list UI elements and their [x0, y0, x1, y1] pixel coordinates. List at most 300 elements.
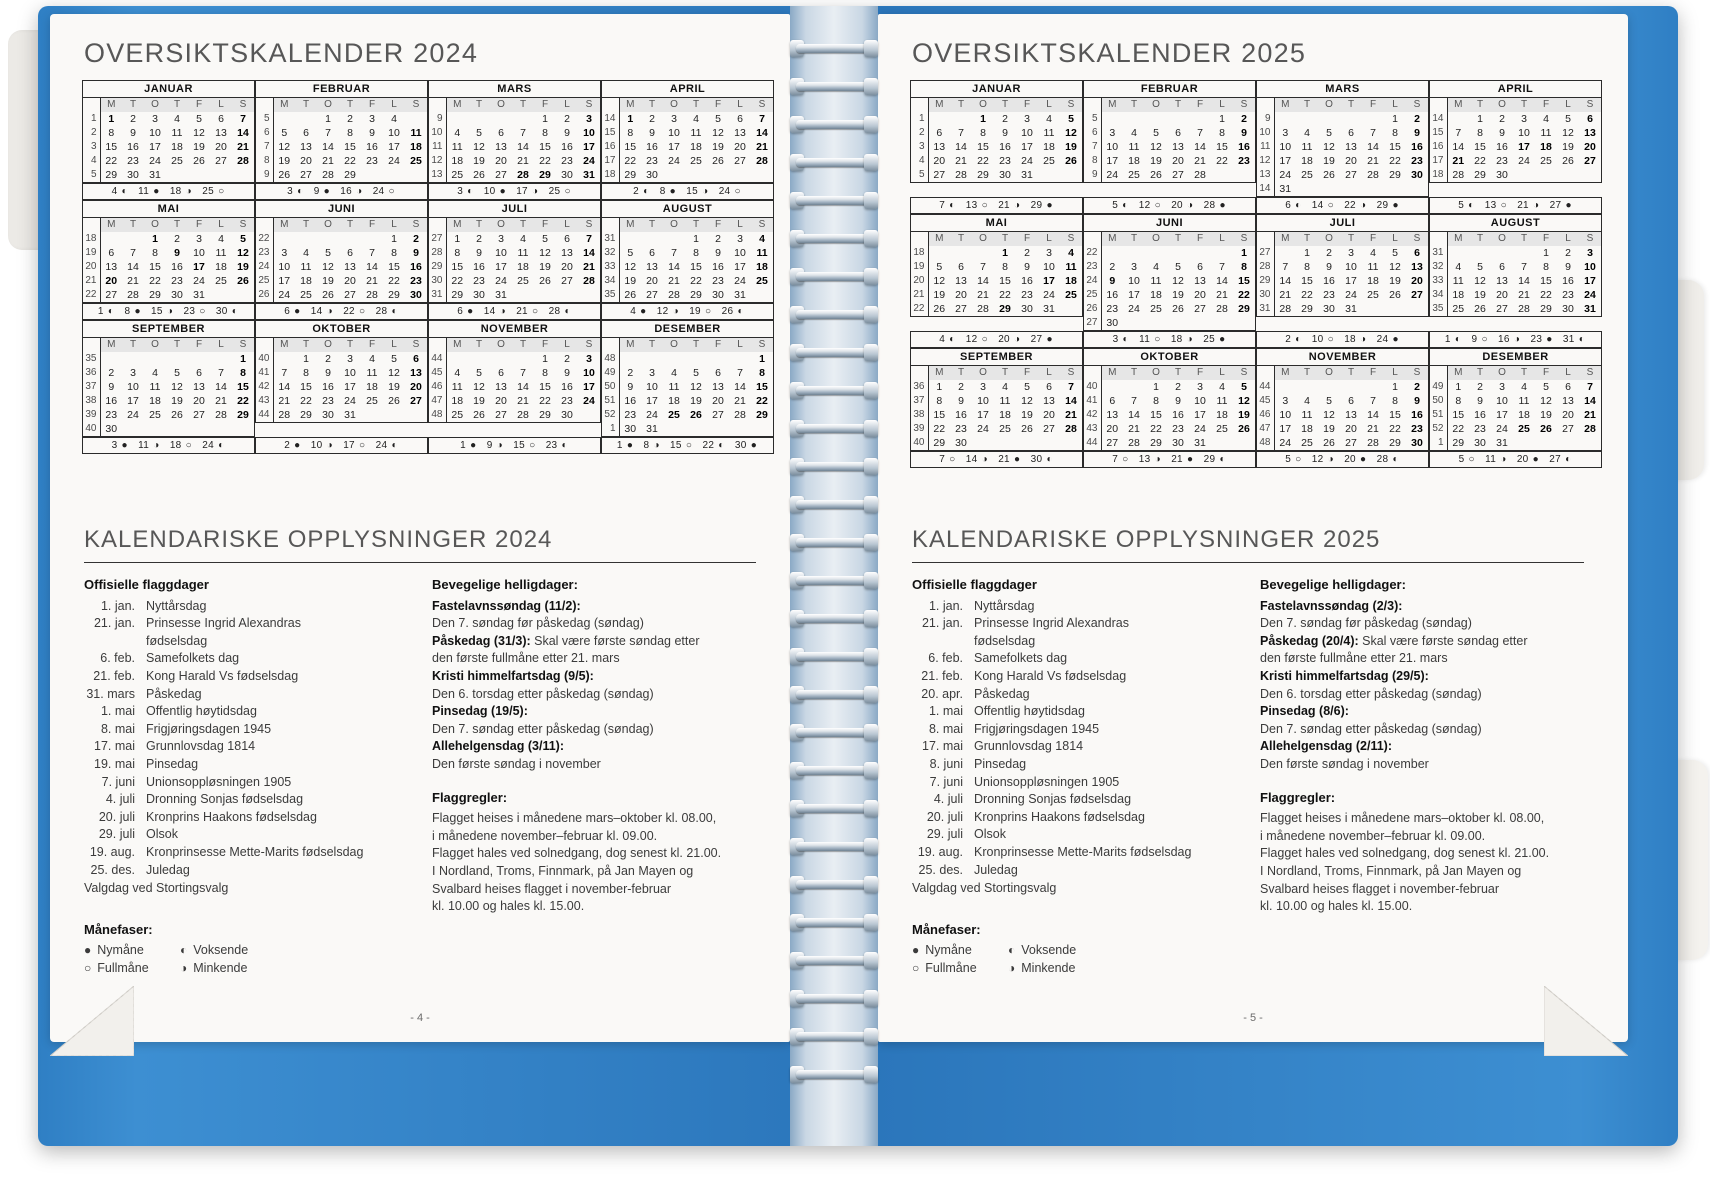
day-cell: 17 — [127, 395, 139, 407]
day-cell: 14 — [366, 261, 378, 273]
day-cell: 31 — [344, 409, 356, 421]
flag-rule-line: Flagget heises i månedene mars–oktober kl. 08.00, — [1260, 811, 1545, 826]
day-cell: 26 — [473, 169, 485, 181]
day-cell: 18 — [756, 261, 768, 273]
week-row — [256, 366, 427, 380]
day-cell: 29 — [624, 169, 637, 181]
day-cell: 9 — [1109, 275, 1116, 287]
moon-phase-icon: ○ — [1327, 334, 1334, 345]
moon-phase-row — [1083, 197, 1256, 214]
day-cell: 10 — [1021, 127, 1033, 139]
month-band — [82, 80, 774, 183]
moon-cell — [428, 183, 601, 200]
flag-day-row — [84, 633, 404, 651]
day-cell — [232, 288, 254, 302]
month-name: JANUAR — [911, 81, 1082, 98]
week-number: 50 — [1430, 394, 1447, 408]
weekday-header: F — [707, 338, 729, 352]
day-cell: 7 — [218, 367, 224, 379]
moon-band — [910, 197, 1602, 214]
day-cell: 15 — [237, 381, 249, 393]
moon-phase-day: 25 — [548, 186, 561, 197]
day-cell: 28 — [127, 289, 139, 301]
week-number: 34 — [602, 274, 619, 288]
weekday-header: M — [100, 218, 122, 232]
day-cell: 6 — [564, 233, 570, 245]
flag-day-name: Unionsoppløsningen 1905 — [146, 774, 292, 789]
day-cell: 29 — [690, 289, 702, 301]
week-row — [429, 168, 600, 182]
weekday-header: T — [122, 218, 144, 232]
moon-phase-day: 4 — [630, 306, 637, 317]
moon-phase-row — [910, 451, 1083, 468]
day-cell: 25 — [668, 409, 680, 421]
week-number: 23 — [1084, 260, 1101, 274]
day-cell — [1123, 246, 1145, 260]
weekday-header: F — [1535, 366, 1557, 380]
day-cell: 17 — [1106, 155, 1119, 167]
moon-phase-icon: ○ — [1295, 454, 1302, 465]
week-number: 41 — [256, 366, 273, 380]
moon-legend-icon: ◑ — [1008, 961, 1016, 975]
day-cell: 16 — [473, 261, 485, 273]
day-cell: 10 — [1128, 275, 1140, 287]
day-cell: 29 — [1540, 303, 1552, 315]
weekday-header: S — [1060, 98, 1082, 112]
moon-phase-row — [428, 303, 601, 320]
moon-phase-day: 9 — [486, 440, 493, 451]
moon-phase-day: 14 — [965, 454, 978, 465]
week-row — [1084, 408, 1255, 422]
page-corner-right — [1544, 986, 1628, 1056]
day-cell — [729, 422, 751, 436]
day-cell: 13 — [1562, 395, 1574, 407]
moon-phase-day: 1 — [97, 306, 104, 317]
moon-phase-icon: ◑ — [356, 186, 363, 197]
day-cell: 4 — [671, 367, 677, 379]
day-cell: 28 — [1216, 303, 1228, 315]
month-grid — [1430, 98, 1601, 182]
week-number: 40 — [256, 352, 273, 366]
month-cell — [601, 80, 774, 183]
weekday-header: F — [534, 218, 556, 232]
day-cell: 10 — [193, 247, 205, 259]
day-cell: 12 — [473, 381, 485, 393]
weekday-header: T — [994, 98, 1016, 112]
movable-holiday-title: Pinsedag (8/6): — [1260, 704, 1349, 719]
spacer — [432, 774, 732, 789]
day-cell: 5 — [476, 127, 482, 139]
spiral-ring — [790, 990, 878, 1007]
week-row — [429, 274, 600, 288]
day-cell — [383, 408, 405, 422]
month-cell — [1429, 214, 1602, 331]
day-cell: 8 — [108, 127, 115, 139]
weekday-header: F — [1535, 232, 1557, 246]
weekday-header: F — [1016, 98, 1038, 112]
weekday-header: O — [663, 98, 685, 112]
week-row — [1257, 288, 1428, 302]
day-cell: 5 — [1543, 381, 1549, 393]
moon-phase-icon: ● — [1219, 200, 1226, 211]
week-row — [83, 112, 254, 126]
day-cell: 29 — [1238, 303, 1250, 315]
moon-phase-icon: ● — [1392, 200, 1399, 211]
day-cell: 14 — [1279, 275, 1292, 287]
moon-legend-icon: ○ — [84, 961, 92, 975]
week-row — [1257, 112, 1428, 126]
day-cell: 5 — [1068, 113, 1074, 125]
moon-phase-icon: ◐ — [949, 200, 956, 211]
day-cell: 18 — [690, 141, 702, 153]
weekday-header: L — [383, 338, 405, 352]
week-number: 13 — [1257, 168, 1274, 182]
day-cell — [100, 352, 122, 366]
day-cell: 28 — [1584, 423, 1596, 435]
day-cell: 22 — [149, 275, 161, 287]
flag-day-date: 8. juni — [929, 756, 963, 771]
day-cell: 4 — [1455, 261, 1462, 273]
moon-phase-icon: ◐ — [1219, 454, 1226, 465]
day-cell: 6 — [303, 127, 309, 139]
week-number: 16 — [602, 140, 619, 154]
week-number: 15 — [1430, 126, 1447, 140]
moon-phase-icon: ○ — [185, 440, 192, 451]
week-row — [83, 408, 254, 422]
flag-day-row — [912, 738, 1232, 756]
spiral-ring — [790, 382, 878, 399]
flag-rule-line: i månedene november–februar kl. 09.00. — [432, 828, 658, 843]
weekday-header: S — [578, 98, 600, 112]
day-cell — [619, 352, 641, 366]
left-page — [50, 14, 790, 1042]
day-cell: 2 — [413, 233, 419, 245]
day-cell: 1 — [693, 233, 699, 245]
week-row — [911, 246, 1082, 260]
week-row — [256, 112, 427, 126]
day-cell: 18 — [1367, 275, 1379, 287]
week-number: 8 — [1084, 154, 1101, 168]
moon-phase-day: 5 — [1285, 454, 1292, 465]
week-row — [429, 260, 600, 274]
day-cell: 10 — [1106, 141, 1119, 153]
day-cell — [1233, 316, 1255, 330]
week-col-header — [83, 98, 100, 112]
day-cell: 22 — [388, 275, 400, 287]
day-cell: 30 — [955, 437, 967, 449]
day-cell: 16 — [1411, 141, 1423, 153]
day-cell: 25 — [1540, 155, 1552, 167]
month-cell — [601, 320, 774, 437]
moon-phase-icon: ○ — [981, 200, 988, 211]
moon-phase-icon: ◐ — [564, 306, 571, 317]
week-row — [1257, 274, 1428, 288]
week-row — [1084, 260, 1255, 274]
weekday-header: O — [144, 218, 166, 232]
weekday-header: O — [317, 98, 339, 112]
day-cell — [122, 232, 144, 246]
week-number: 42 — [256, 380, 273, 394]
day-cell: 11 — [149, 381, 161, 393]
day-cell: 17 — [193, 261, 205, 273]
weekday-header: S — [232, 338, 254, 352]
day-cell: 27 — [300, 169, 312, 181]
week-number: 15 — [602, 126, 619, 140]
week-col-header — [83, 338, 100, 352]
flag-day-row — [84, 756, 404, 774]
day-cell: 2 — [1499, 113, 1505, 125]
day-cell: 24 — [1128, 303, 1140, 315]
moon-phase-icon: ○ — [218, 186, 225, 197]
moon-phase-day: 7 — [939, 454, 946, 465]
flag-rule-line: i månedene november–februar kl. 09.00. — [1260, 828, 1486, 843]
moon-phase-day: 5 — [1112, 200, 1119, 211]
day-cell: 21 — [583, 261, 595, 273]
day-cell: 8 — [1002, 261, 1008, 273]
flag-day-name: Samefolkets dag — [146, 651, 240, 666]
day-cell: 3 — [1131, 261, 1137, 273]
week-number: 9 — [429, 112, 446, 126]
month-cell — [1256, 80, 1429, 197]
month-grid — [1430, 232, 1601, 316]
week-row — [1084, 154, 1255, 168]
day-cell: 5 — [476, 367, 482, 379]
moon-phase-icon: ● — [121, 440, 128, 451]
day-cell: 30 — [105, 423, 118, 435]
day-cell: 19 — [1150, 155, 1162, 167]
spiral-ring — [790, 192, 878, 209]
day-cell — [1167, 316, 1189, 330]
weekday-header: F — [1362, 232, 1384, 246]
month-block — [428, 320, 601, 423]
weekday-header: T — [512, 218, 534, 232]
day-cell: 11 — [1367, 261, 1379, 273]
day-cell: 6 — [108, 247, 115, 259]
day-cell: 21 — [278, 395, 291, 407]
weekday-header: O — [663, 338, 685, 352]
weekday-header: M — [1274, 366, 1296, 380]
weekday-header: T — [1296, 232, 1318, 246]
week-number: 34 — [1430, 288, 1447, 302]
day-cell: 13 — [1172, 141, 1184, 153]
day-cell: 17 — [344, 381, 356, 393]
day-cell: 23 — [473, 275, 485, 287]
moon-phase-icon: ● — [153, 186, 160, 197]
week-number: 44 — [1257, 380, 1274, 394]
day-cell: 13 — [1345, 141, 1357, 153]
day-cell — [1579, 168, 1601, 182]
day-cell — [490, 112, 512, 126]
moon-legend-label: Nymåne — [97, 943, 144, 957]
moon-cell — [1429, 331, 1602, 348]
day-cell: 30 — [171, 289, 183, 301]
moon-phase-row — [1429, 451, 1602, 468]
moon-phase-icon: ● — [1565, 200, 1572, 211]
day-cell — [1145, 112, 1167, 126]
day-cell: 6 — [1587, 113, 1593, 125]
day-cell: 31 — [1021, 169, 1033, 181]
flag-day-row — [912, 756, 1232, 774]
day-cell: 24 — [1279, 437, 1292, 449]
day-cell: 29 — [1389, 437, 1401, 449]
day-cell: 18 — [451, 155, 464, 167]
day-cell: 7 — [1455, 127, 1462, 139]
day-cell — [1274, 112, 1296, 126]
day-cell: 14 — [1584, 395, 1596, 407]
day-cell: 3 — [737, 233, 743, 245]
day-cell: 17 — [734, 261, 746, 273]
moon-legend-item — [1008, 961, 1076, 975]
week-number: 48 — [429, 408, 446, 422]
week-row — [1430, 126, 1601, 140]
week-number: 28 — [429, 246, 446, 260]
official-flag-days-column — [84, 576, 404, 898]
movable-holiday-desc: Skal være første søndag etter — [1358, 633, 1528, 648]
day-cell: 10 — [127, 381, 139, 393]
day-cell: 26 — [933, 303, 946, 315]
day-cell: 19 — [278, 155, 291, 167]
month-block — [1429, 348, 1602, 451]
moon-phase-icon: ◐ — [1468, 200, 1475, 211]
weekday-header: S — [1406, 366, 1428, 380]
weekday-header: T — [512, 98, 534, 112]
week-row — [83, 394, 254, 408]
day-cell: 18 — [1518, 409, 1530, 421]
weekday-header: S — [405, 98, 427, 112]
month-band — [82, 320, 774, 437]
week-row — [429, 394, 600, 408]
weekday-header: T — [166, 98, 188, 112]
weekday-header: T — [1513, 98, 1535, 112]
day-cell: 12 — [1238, 395, 1250, 407]
week-number: 11 — [429, 140, 446, 154]
flag-day-row — [84, 668, 404, 686]
day-cell: 3 — [1024, 113, 1030, 125]
month-block — [1429, 214, 1602, 317]
moon-phase-day: 11 — [1485, 454, 1497, 465]
week-col-header — [1430, 366, 1447, 380]
day-cell: 4 — [152, 367, 158, 379]
week-number: 1 — [911, 112, 928, 126]
day-cell: 8 — [542, 367, 548, 379]
flag-day-date: 1. jan. — [928, 598, 963, 613]
week-number: 14 — [602, 112, 619, 126]
weekday-header: T — [468, 98, 490, 112]
month-grid — [911, 98, 1082, 182]
day-cell: 12 — [237, 247, 249, 259]
day-cell: 14 — [1518, 275, 1530, 287]
moon-phase-day: 12 — [1311, 454, 1324, 465]
day-cell: 2 — [1024, 247, 1030, 259]
moon-band — [910, 451, 1602, 468]
spiral-ring — [790, 78, 878, 95]
day-cell: 24 — [127, 409, 139, 421]
day-cell: 20 — [344, 275, 356, 287]
week-row — [602, 246, 773, 260]
month-block — [255, 200, 428, 303]
day-cell — [1406, 302, 1428, 316]
flag-day-date: 20. juli — [926, 809, 963, 824]
day-cell: 26 — [473, 409, 485, 421]
day-cell: 2 — [174, 233, 180, 245]
moon-phase-day: 1 — [460, 440, 467, 451]
day-cell: 14 — [215, 381, 227, 393]
day-cell: 11 — [1150, 275, 1162, 287]
day-cell: 29 — [1150, 437, 1162, 449]
day-cell: 19 — [1540, 409, 1552, 421]
day-cell: 25 — [1216, 423, 1228, 435]
day-cell: 16 — [171, 261, 183, 273]
weekday-header: F — [1016, 366, 1038, 380]
moon-phase-day: 14 — [1311, 200, 1324, 211]
moon-phase-day: 29 — [1203, 454, 1216, 465]
day-cell: 7 — [1131, 395, 1137, 407]
moon-phase-row — [1083, 331, 1256, 348]
day-cell: 29 — [1452, 437, 1465, 449]
movable-holiday-line — [432, 703, 732, 721]
day-cell: 26 — [193, 155, 205, 167]
moon-phase-row — [255, 303, 428, 320]
day-cell: 18 — [999, 409, 1011, 421]
week-number: 9 — [1084, 168, 1101, 182]
moon-phase-day: 7 — [1112, 454, 1119, 465]
day-cell: 1 — [1477, 113, 1483, 125]
day-cell: 11 — [300, 261, 312, 273]
day-cell: 10 — [278, 261, 291, 273]
week-row — [1430, 246, 1601, 260]
day-cell: 10 — [668, 127, 680, 139]
day-cell: 16 — [1106, 289, 1119, 301]
moon-phase-day: 27 — [1549, 454, 1561, 465]
day-cell: 7 — [1282, 261, 1289, 273]
day-cell: 19 — [237, 261, 249, 273]
weekday-header: O — [1145, 232, 1167, 246]
day-cell: 20 — [1345, 155, 1357, 167]
weekday-header: O — [972, 98, 994, 112]
day-cell: 14 — [1367, 409, 1379, 421]
month-block — [82, 80, 255, 183]
day-cell: 5 — [1326, 127, 1332, 139]
movable-holiday-title: Fastelavnssøndag (11/2): — [432, 598, 581, 613]
day-cell — [994, 436, 1016, 450]
moon-phase-day: 24 — [202, 440, 214, 451]
day-cell — [1211, 246, 1233, 260]
moon-phase-icon: ◐ — [1295, 334, 1302, 345]
week-number: 40 — [1084, 380, 1101, 394]
week-number: 3 — [911, 140, 928, 154]
moon-phase-icon: ○ — [1327, 200, 1334, 211]
week-row — [1430, 288, 1601, 302]
day-cell: 20 — [933, 155, 946, 167]
weekday-header: L — [383, 218, 405, 232]
day-cell: 30 — [646, 169, 658, 181]
day-cell: 24 — [1518, 155, 1530, 167]
day-cell: 15 — [1150, 409, 1162, 421]
week-number: 18 — [911, 246, 928, 260]
moon-legend-item — [180, 961, 248, 975]
day-cell — [1101, 246, 1123, 260]
day-cell: 7 — [1068, 381, 1074, 393]
month-grid — [1257, 232, 1428, 316]
moon-band — [82, 437, 774, 454]
month-cell — [1429, 348, 1602, 451]
day-cell: 8 — [454, 247, 461, 259]
month-grid — [1257, 98, 1428, 196]
weekday-header: T — [339, 338, 361, 352]
weekday-header: T — [1296, 98, 1318, 112]
week-row — [911, 140, 1082, 154]
day-cell: 5 — [391, 353, 397, 365]
